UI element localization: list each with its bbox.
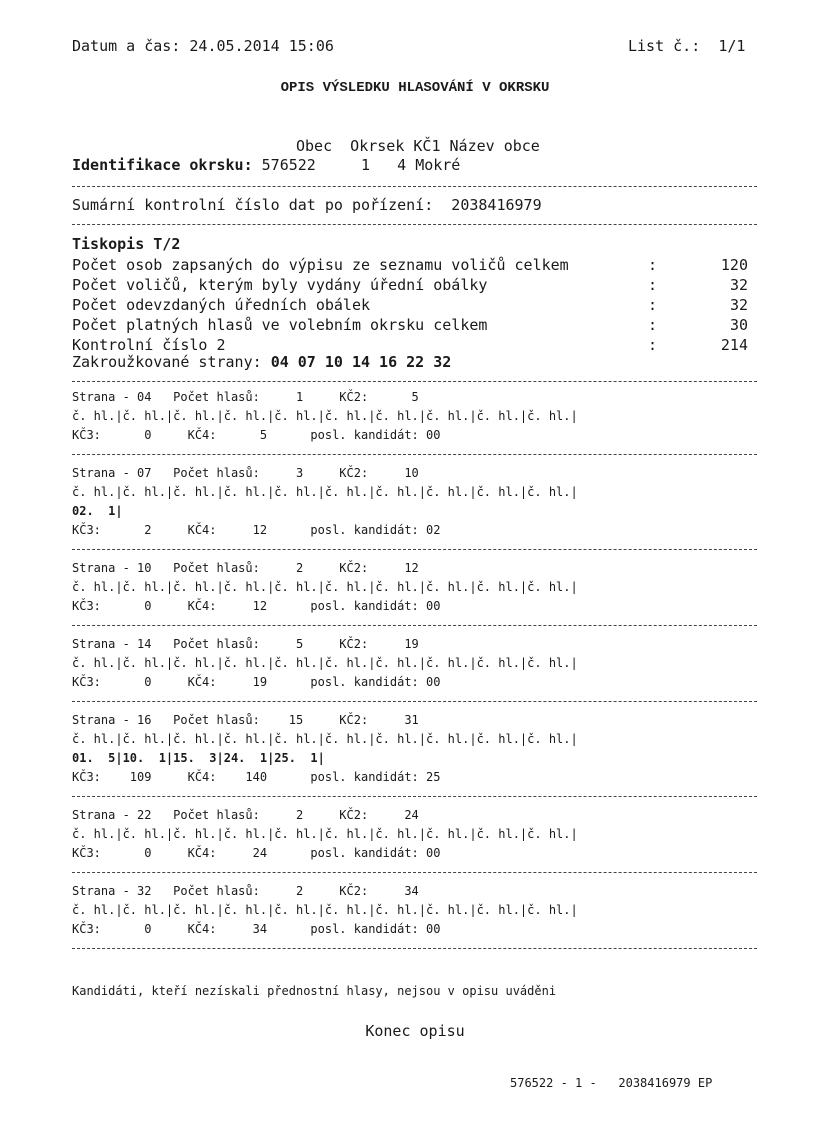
form-row-label: Počet osob zapsaných do výpisu ze seznamu voličů celkem — [72, 256, 569, 274]
document-code: 576522 - 1 - 2038416979 EP — [510, 1076, 713, 1090]
datetime-label: Datum a čas: — [72, 37, 181, 55]
party-candidate-header: č. hl.|č. hl.|č. hl.|č. hl.|č. hl.|č. hl.|č. hl.|č. hl.|č. hl.|č. hl.| — [72, 656, 578, 670]
party-summary-line: Strana - 04 Počet hlasů: 1 KČ2: 5 — [72, 390, 419, 404]
separator — [72, 701, 757, 702]
datetime-value: 24.05.2014 15:06 — [189, 37, 334, 55]
circled-label: Zakroužkované strany: — [72, 353, 262, 371]
form-row-label: Počet platných hlasů ve volebním okrsku celkem — [72, 316, 488, 334]
circled-value: 04 07 10 14 16 22 32 — [270, 353, 452, 371]
sheet-value: 1/1 — [718, 37, 746, 55]
form-row-label: Počet odevzdaných úředních obálek — [72, 296, 371, 314]
party-control-line: KČ3: 0 KČ4: 5 posl. kandidát: 00 — [72, 428, 441, 442]
party-candidate-header: č. hl.|č. hl.|č. hl.|č. hl.|č. hl.|č. hl.|č. hl.|č. hl.|č. hl.|č. hl.| — [72, 409, 578, 423]
form-row-value: 32 — [729, 276, 748, 294]
party-candidate-header: č. hl.|č. hl.|č. hl.|č. hl.|č. hl.|č. hl.|č. hl.|č. hl.|č. hl.|č. hl.| — [72, 827, 578, 841]
party-control-line: KČ3: 0 KČ4: 12 posl. kandidát: 00 — [72, 599, 441, 613]
document-title: OPIS VÝSLEDKU HLASOVÁNÍ V OKRSKU — [280, 80, 550, 96]
party-summary-line: Strana - 07 Počet hlasů: 3 KČ2: 10 — [72, 466, 419, 480]
form-row-colon: : — [648, 336, 658, 354]
party-candidate-header: č. hl.|č. hl.|č. hl.|č. hl.|č. hl.|č. hl.|č. hl.|č. hl.|č. hl.|č. hl.| — [72, 485, 578, 499]
sheet-number — [628, 37, 745, 55]
ident-obec: 576522 — [261, 156, 316, 174]
form-row-label: Počet voličů, kterým byly vydány úřední obálky — [72, 276, 488, 294]
ident-kc1: 4 — [397, 156, 407, 174]
summary-row — [72, 196, 542, 214]
party-summary-line: Strana - 32 Počet hlasů: 2 KČ2: 34 — [72, 884, 419, 898]
separator — [72, 872, 757, 873]
party-control-line: KČ3: 2 KČ4: 12 posl. kandidát: 02 — [72, 523, 441, 537]
summary-value: 2038416979 — [451, 196, 542, 214]
form-row-colon: : — [648, 276, 658, 294]
party-summary-line: Strana - 14 Počet hlasů: 5 KČ2: 19 — [72, 637, 419, 651]
form-title: Tiskopis T/2 — [72, 235, 181, 253]
separator — [72, 796, 757, 797]
separator — [72, 186, 757, 187]
party-candidate-votes: 02. 1| — [72, 504, 123, 518]
ident-nazev: Mokré — [415, 156, 461, 174]
separator — [72, 381, 757, 382]
party-candidate-header: č. hl.|č. hl.|č. hl.|č. hl.|č. hl.|č. hl.|č. hl.|č. hl.|č. hl.|č. hl.| — [72, 580, 578, 594]
form-row-colon: : — [648, 316, 658, 334]
footer-note: Kandidáti, kteří nezískali přednostní hlasy, nejsou v opisu uváděni — [72, 984, 557, 998]
ident-column-labels: Obec Okrsek KČ1 Název obce — [296, 137, 540, 155]
separator — [72, 549, 757, 550]
end-of-document: Konec opisu — [365, 1022, 465, 1040]
summary-label: Sumární kontrolní číslo dat po pořízení: — [72, 196, 434, 214]
party-control-line: KČ3: 0 KČ4: 19 posl. kandidát: 00 — [72, 675, 441, 689]
separator — [72, 625, 757, 626]
form-row-label: Kontrolní číslo 2 — [72, 336, 226, 354]
party-summary-line: Strana - 10 Počet hlasů: 2 KČ2: 12 — [72, 561, 419, 575]
party-candidate-votes: 01. 5|10. 1|15. 3|24. 1|25. 1| — [72, 751, 325, 765]
party-summary-line: Strana - 22 Počet hlasů: 2 KČ2: 24 — [72, 808, 419, 822]
party-candidate-header: č. hl.|č. hl.|č. hl.|č. hl.|č. hl.|č. hl.|č. hl.|č. hl.|č. hl.|č. hl.| — [72, 732, 578, 746]
party-summary-line: Strana - 16 Počet hlasů: 15 KČ2: 31 — [72, 713, 419, 727]
circled-parties — [72, 353, 451, 371]
form-row-colon: : — [648, 256, 658, 274]
form-row-value: 32 — [729, 296, 748, 314]
form-row-value: 30 — [729, 316, 748, 334]
sheet-label: List č.: — [628, 37, 701, 55]
separator — [72, 454, 757, 455]
separator — [72, 948, 757, 949]
party-candidate-header: č. hl.|č. hl.|č. hl.|č. hl.|č. hl.|č. hl.|č. hl.|č. hl.|č. hl.|č. hl.| — [72, 903, 578, 917]
datetime — [72, 37, 334, 55]
party-control-line: KČ3: 0 KČ4: 34 posl. kandidát: 00 — [72, 922, 441, 936]
party-control-line: KČ3: 0 KČ4: 24 posl. kandidát: 00 — [72, 846, 441, 860]
party-control-line: KČ3: 109 KČ4: 140 posl. kandidát: 25 — [72, 770, 441, 784]
form-row-colon: : — [648, 296, 658, 314]
ident-label: Identifikace okrsku: — [72, 156, 253, 174]
form-row-value: 214 — [720, 336, 748, 354]
separator — [72, 224, 757, 225]
ident-okrsek: 1 — [361, 156, 371, 174]
form-row-value: 120 — [720, 256, 748, 274]
ident-row — [72, 156, 460, 174]
